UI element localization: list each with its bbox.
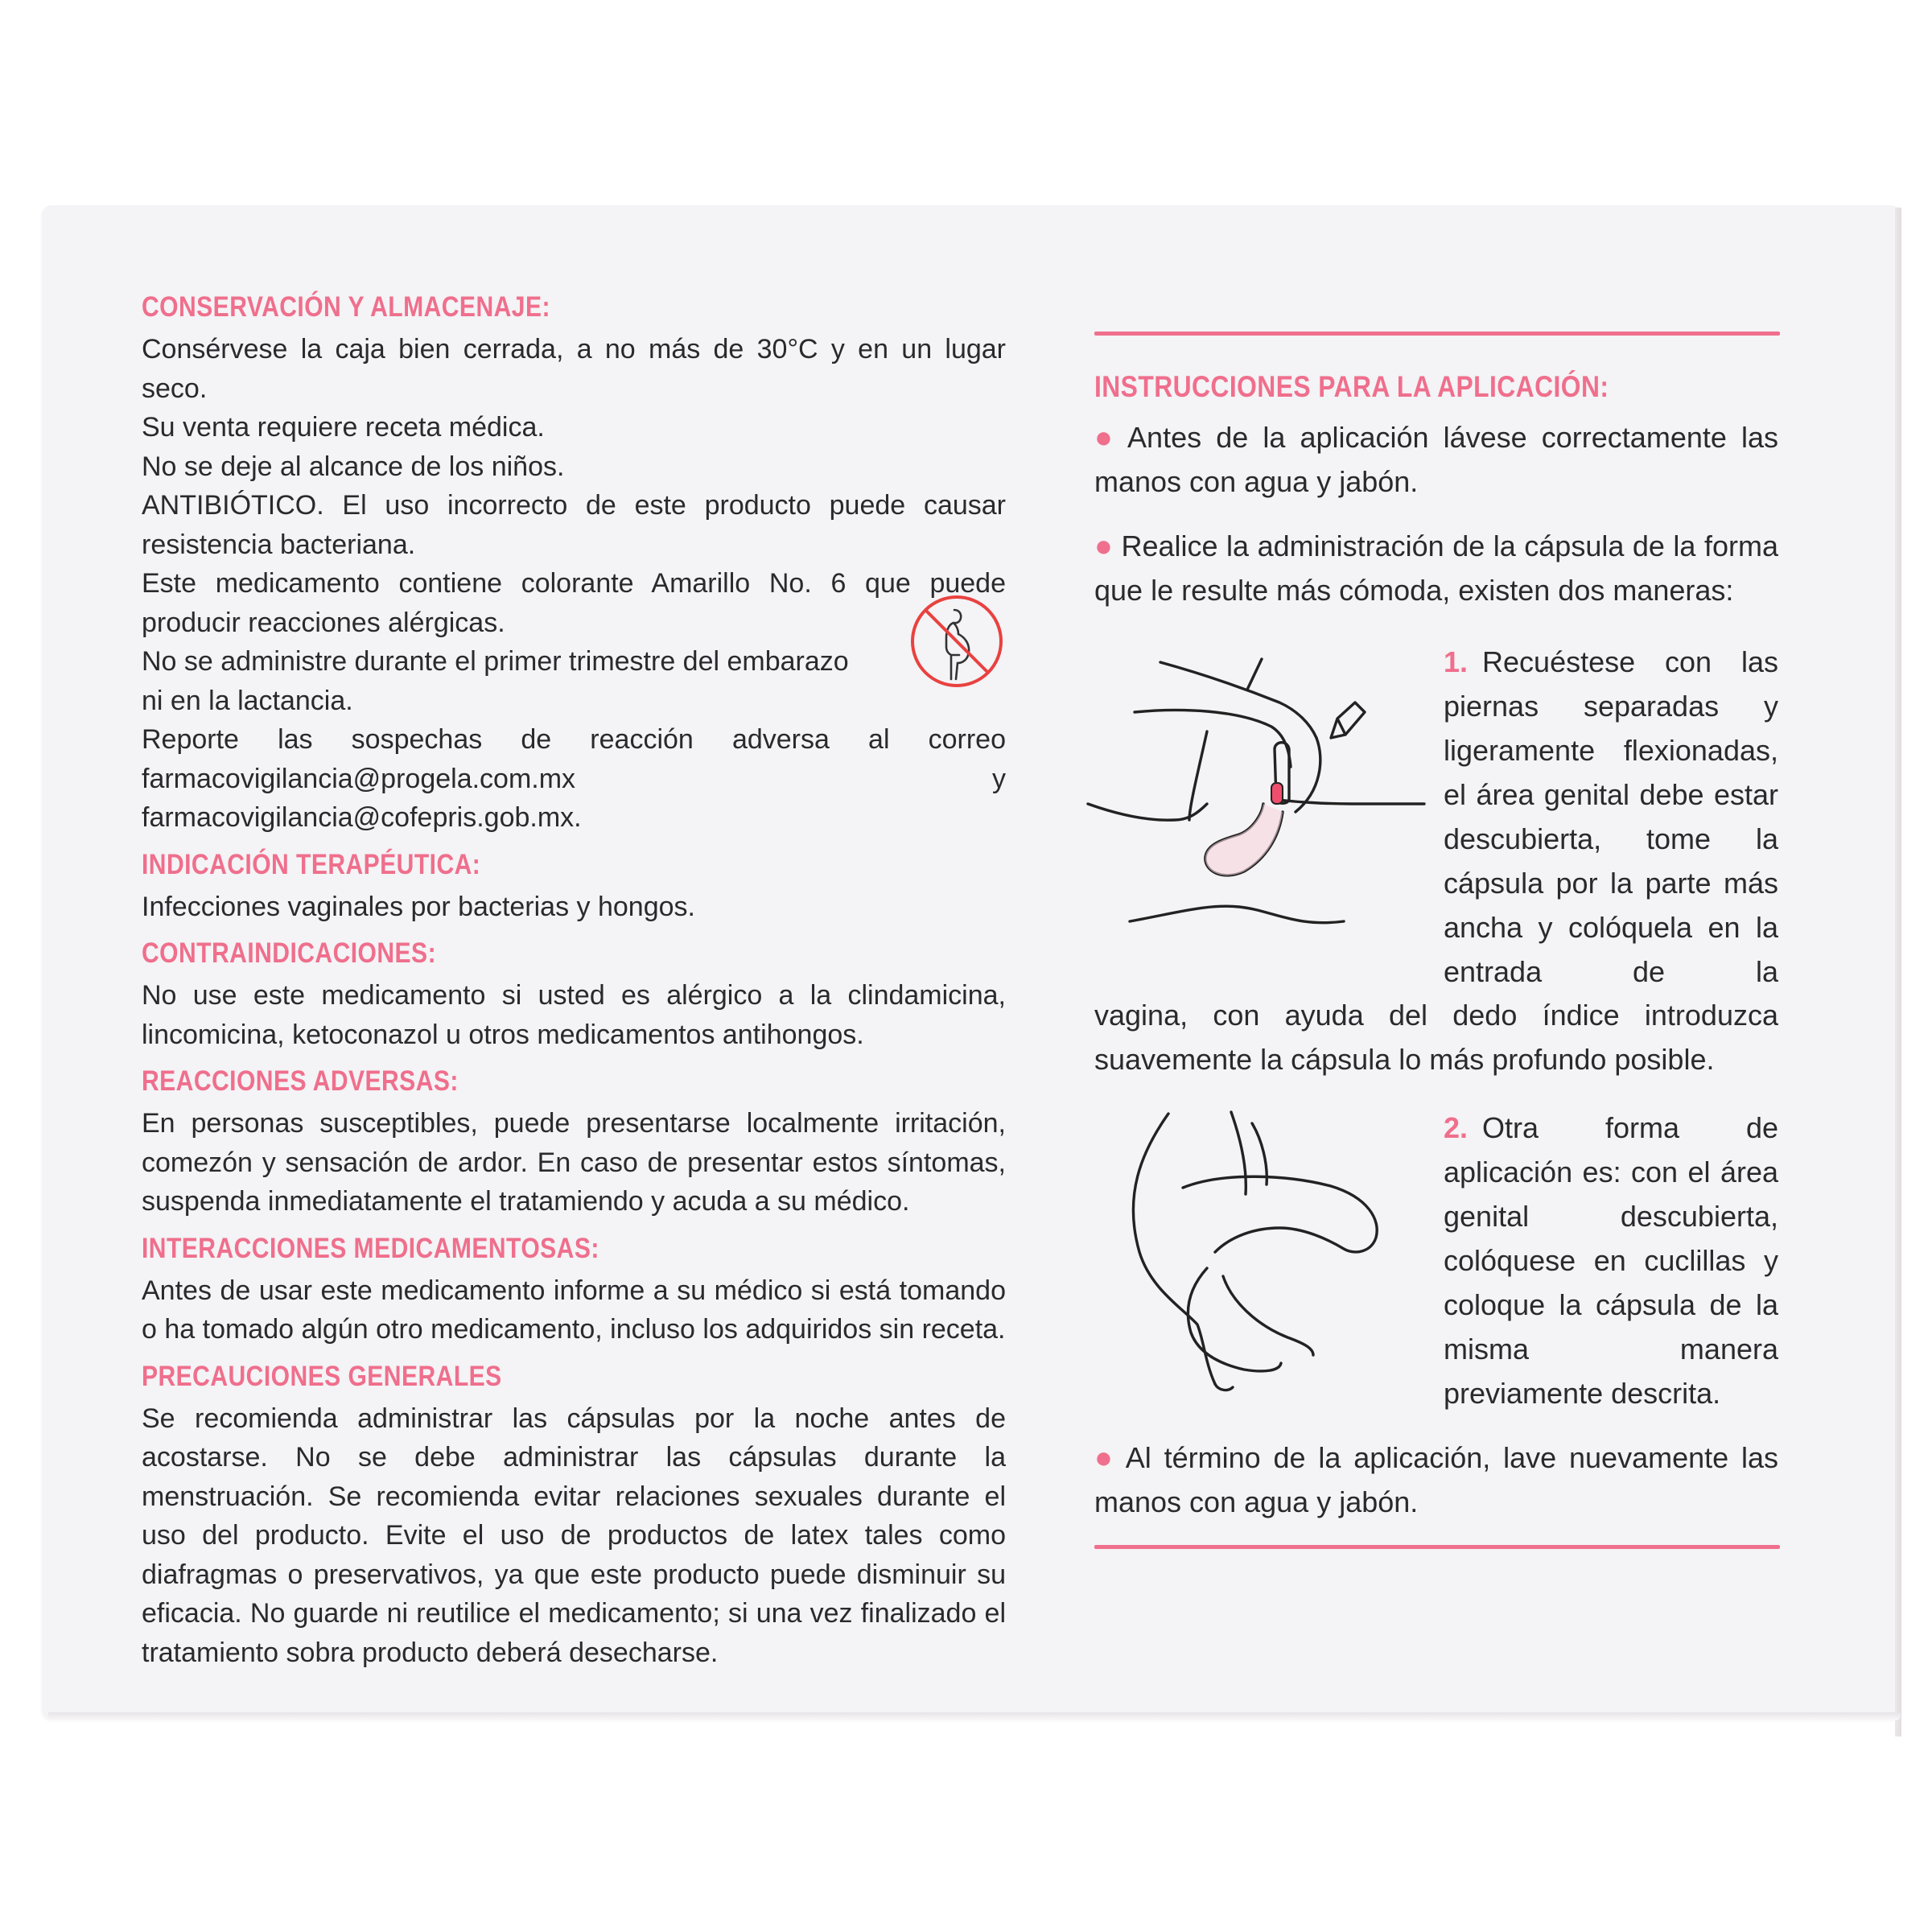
heading-interacciones: INTERACCIONES MEDICAMENTOSAS:: [142, 1232, 599, 1264]
package-bottom-edge: [48, 1712, 1901, 1720]
interacciones-text: Antes de usar este medicamento informe a su médico si está tomando o ha tomado algún otro medicamento, incluso los adquiridos sin receta.: [142, 1275, 1006, 1345]
step-1-text: Recuéstese con las piernas separadas y ligeramente flexionadas, el área genital debe estar descubierta, tome la cápsula por la parte más ancha y colóquela en la entrada de la: [1444, 645, 1778, 988]
heading-precauciones: PRECAUCIONES GENERALES: [142, 1360, 502, 1392]
bullet-3-text: Al término de la aplicación, lave nuevamente las manos con agua y jabón.: [1094, 1441, 1778, 1518]
contraindicaciones-text: No use este medicamento si usted es alérgico a la clindamicina, lincomicina, ketoconazol u otros medicamentos antihongos.: [142, 980, 1006, 1050]
heading-indicacion: INDICACIÓN TERAPÉUTICA:: [142, 848, 481, 880]
heading-conservacion: CONSERVACIÓN Y ALMACENAJE:: [142, 291, 550, 323]
conservacion-line-4: ANTIBIÓTICO. El uso incorrecto de este producto puede causar resistencia bacteriana.: [142, 490, 1006, 560]
section-contraindicaciones: [142, 934, 1006, 1054]
conservacion-line-7: ni en la lactancia.: [142, 685, 353, 716]
lying-position-illustration: [1086, 654, 1432, 1000]
heading-instrucciones: INSTRUCCIONES PARA LA APLICACIÓN:: [1094, 370, 1609, 403]
step-1-wrapped-text: [1444, 640, 1778, 994]
step-2-wrapped-text: [1444, 1106, 1778, 1415]
step-2-number: 2.: [1444, 1111, 1469, 1144]
conservacion-line-1: Consérvese la caja bien cerrada, a no más de 30°C y en un lugar seco.: [142, 334, 1006, 404]
bullet-dot-icon: ●: [1094, 421, 1120, 455]
conservacion-line-2: Su venta requiere receta médica.: [142, 412, 545, 443]
bullet-2: [1094, 525, 1778, 612]
step-1-number: 1.: [1444, 645, 1469, 678]
section-conservacion: [142, 288, 1006, 838]
conservacion-line-3: No se deje al alcance de los niños.: [142, 451, 565, 482]
bullet-1: [1094, 416, 1778, 504]
step-1: [1094, 640, 1778, 1081]
top-divider: [1094, 332, 1780, 336]
pregnancy-warning-row: [142, 642, 1006, 720]
package-side-edge: [1895, 208, 1901, 1736]
conservacion-line-8: Reporte las sospechas de reacción adversa al correo farmacovigilancia@progela.com.mx y farmacovigilancia@cofepris.gob.mx.: [142, 724, 1006, 833]
step-2: [1094, 1106, 1778, 1415]
left-column: [142, 288, 1006, 1680]
step-1-full-text: vagina, con ayuda del dedo índice introduzca suavemente la cápsula lo más profundo posible.: [1094, 999, 1778, 1076]
right-column: [1094, 322, 1778, 1549]
step-2-text: Otra forma de aplicación es: con el área genital descubierta, colóquese en cuclillas y coloque la cápsula de la misma manera previamente descrita.: [1444, 1111, 1778, 1410]
bullet-3: [1094, 1436, 1778, 1524]
squatting-position-illustration: [1102, 1107, 1424, 1429]
bullet-dot-icon: ●: [1094, 529, 1114, 563]
bullet-2-text: Realice la administración de la cápsula de la forma que le resulte más cómoda, existen dos maneras:: [1094, 529, 1778, 607]
bullet-1-text: Antes de la aplicación lávese correctamente las manos con agua y jabón.: [1094, 421, 1778, 498]
heading-contraindicaciones: CONTRAINDICACIONES:: [142, 937, 437, 969]
reacciones-text: En personas susceptibles, puede presentarse localmente irritación, comezón y sensación de ardor. En caso de presentar estos síntomas, suspenda inmediatamente el tratamiendo y acuda a su médico.: [142, 1108, 1006, 1217]
conservacion-line-6: No se administre durante el primer trimestre del embarazo: [142, 646, 849, 677]
conservacion-line-5: Este medicamento contiene colorante Amarillo No. 6 que puede producir reacciones alérgicas.: [142, 568, 1006, 638]
section-interacciones: [142, 1230, 1006, 1349]
section-reacciones: [142, 1062, 1006, 1221]
bullet-dot-icon: ●: [1094, 1441, 1118, 1475]
no-pregnancy-icon: [908, 592, 1006, 690]
precauciones-text: Se recomienda administrar las cápsulas por la noche antes de acostarse. No se debe administrar las cápsulas durante la menstruación. Se recomienda evitar relaciones sexuales durante el uso del producto. Evite el uso de productos de latex tales como diafragmas o preservativos, ya que este producto puede disminuir su eficacia. No guarde ni reutilice el medicamento; si una vez finalizado el tratamiento sobra producto deberá desecharse.: [142, 1403, 1006, 1668]
bottom-divider: [1094, 1545, 1780, 1549]
section-indicacion: [142, 846, 1006, 927]
section-precauciones: [142, 1357, 1006, 1673]
indicacion-text: Infecciones vaginales por bacterias y hongos.: [142, 891, 695, 922]
heading-reacciones: REACCIONES ADVERSAS:: [142, 1065, 459, 1097]
